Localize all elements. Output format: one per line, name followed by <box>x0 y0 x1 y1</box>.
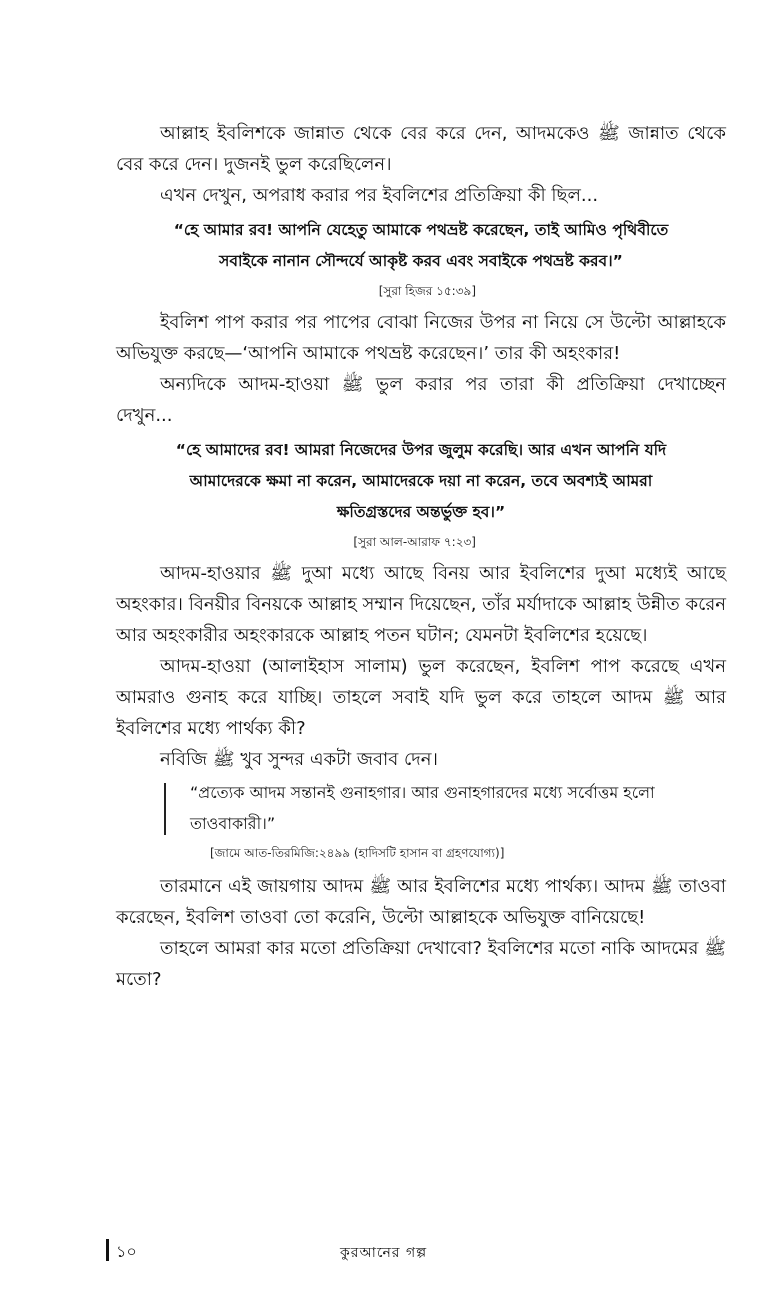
page-number: ১০ <box>116 1242 137 1261</box>
quran-ref-hijr: [সুরা হিজর ১৫:৩৯] <box>378 284 476 298</box>
paragraph-8: তারমানে এই জায়গায় আদম ﷺ আর ইবলিশের মধ্যে পার্থক্য। আদম ﷺ তাওবা করেছেন, ইবলিশ তাওবা তো করেনি, উল্টো আল্লাহকে অভিযুক্ত বানিয়েছে! <box>116 876 726 928</box>
paragraph-3: ইবলিশ পাপ করার পর পাপের বোঝা নিজের উপর না নিয়ে সে উল্টো আল্লাহকে অভিযুক্ত করছে—‘আপনি আমাকে পথভ্রষ্ট করেছেন।’ তার কী অহংকার! <box>116 312 726 364</box>
hadith-ref: [জামে আত-তিরমিজি:২৪৯৯ (হাদিসটি হাসান বা গ্রহণযোগ্য)] <box>210 846 505 860</box>
quote-bar <box>164 783 166 835</box>
paragraph-2: এখন দেখুন, অপরাধ করার পর ইবলিশের প্রতিক্রিয়া কী ছিল... <box>160 185 599 206</box>
footer-divider <box>106 1239 109 1261</box>
paragraph-5: আদম-হাওয়ার ﷺ দুআ মধ্যে আছে বিনয় আর ইবলিশের দুআ মধ্যেই আছে অহংকার। বিনয়ীর বিনয়কে আল্লাহ সম্মান দিয়েছেন, তাঁর মর্যাদাকে আল্লাহ উন্নীত করেন আর অহংকারীর অহংকারকে আল্লাহ পতন ঘটান; যেমনটা ইবলিশের হয়েছে। <box>116 563 726 646</box>
quran-ref-araf: [সুরা আল-আরাফ ৭:২৩] <box>353 535 476 549</box>
page-body <box>116 118 726 995</box>
paragraph-9: তাহলে আমরা কার মতো প্রতিক্রিয়া দেখাবো? ইবলিশের মতো নাকি আদমের ﷺ মতো? <box>116 938 726 990</box>
paragraph-4: অন্যদিকে আদম-হাওয়া ﷺ ভুল করার পর তারা কী প্রতিক্রিয়া দেখাচ্ছেন দেখুন... <box>116 374 726 426</box>
hadith-block <box>164 777 726 839</box>
paragraph-7: নবিজি ﷺ খুব সুন্দর একটা জবাব দেন। <box>160 749 438 770</box>
quran-quote-hijr: “হে আমার রব! আপনি যেহেতু আমাকে পথভ্রষ্ট করেছেন, তাই আমিও পৃথিবীতে সবাইকে নানান সৌন্দর্যে আকৃষ্ট করব এবং সবাইকে পথভ্রষ্ট করব।” <box>173 221 669 270</box>
paragraph-6: আদম-হাওয়া (আলাইহাস সালাম) ভুল করেছেন, ইবলিশ পাপ করেছে এখন আমরাও গুনাহ করে যাচ্ছি। তাহলে সবাই যদি ভুল করে তাহলে আদম ﷺ আর ইবলিশের মধ্যে পার্থক্য কী? <box>116 656 726 739</box>
hadith-text: “প্রত্যেক আদম সন্তানই গুনাহগার। আর গুনাহগারদের মধ্যে সর্বোত্তম হলো তাওবাকারী।” <box>190 783 655 833</box>
quran-quote-araf: “হে আমাদের রব! আমরা নিজেদের উপর জুলুম করেছি। আর এখন আপনি যদি আমাদেরকে ক্ষমা না করেন, আমাদেরকে দয়া না করেন, তবে অবশ্যই আমরা ক্ষতিগ্রস্তদের অন্তর্ভুক্ত হব।” <box>175 441 667 521</box>
running-title: কুরআনের গল্প <box>340 1245 428 1261</box>
paragraph-1: আল্লাহ ইবলিশকে জান্নাত থেকে বের করে দেন, আদমকেও ﷺ জান্নাত থেকে বের করে দেন। দুজনই ভুল করেছিলেন। <box>116 123 726 175</box>
